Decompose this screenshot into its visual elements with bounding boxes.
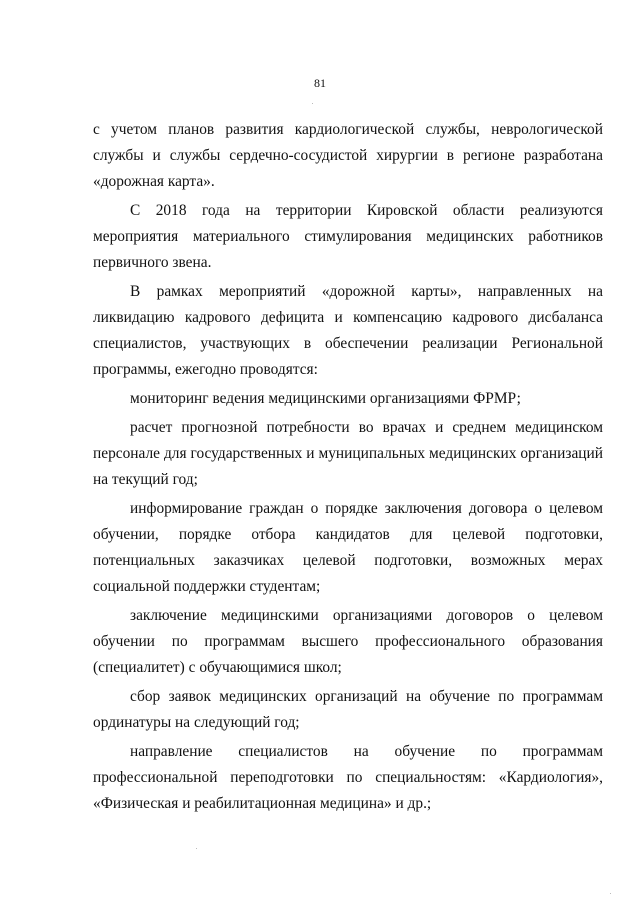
list-item-frmr-monitoring: мониторинг ведения медицинскими организациями ФРМР;	[130, 390, 521, 407]
list-item-targeted-contracts: заключение медицинскими организациями договоров о целевом обучении по программам высшего профессионального образования (специалитет) с обучающимися школ;	[93, 607, 603, 676]
paragraph-road-map-context: с учетом планов развития кардиологической службы, неврологической службы и службы сердечно-сосудистой хирургии в регионе разработана «дорожная карта».	[93, 121, 603, 190]
paragraph-annual-measures-intro: В рамках мероприятий «дорожной карты», направленных на ликвидацию кадрового дефицита и компенсацию кадрового дисбаланса специалистов, участвующих в обеспечении реализации Региональной программы, ежегодно проводятся:	[93, 283, 603, 378]
scan-speck	[312, 103, 313, 104]
list-item-retraining-referral: направление специалистов на обучение по программам профессиональной переподготовки по специальностям: «Кардиология», «Физическая и реабилитационная медицина» и др.;	[93, 743, 603, 812]
document-body	[93, 117, 603, 820]
list-item-residency-applications: сбор заявок медицинских организаций на обучение по программам ординатуры на следующий год;	[93, 688, 603, 731]
list-item-targeted-training-info: информирование граждан о порядке заключения договора о целевом обучении, порядке отбора кандидатов для целевой подготовки, потенциальных заказчиках целевой подготовки, возможных мерах социальной поддержки студентам;	[93, 500, 603, 595]
list-item-demand-forecast: расчет прогнозной потребности во врачах и среднем медицинском персонале для государственных и муниципальных медицинских организаций на текущий год;	[93, 419, 603, 488]
scan-speck	[196, 848, 197, 849]
page-number: 81	[314, 76, 326, 90]
paragraph-incentives-2018: С 2018 года на территории Кировской области реализуются мероприятия материального стимулирования медицинских работников первичного звена.	[93, 202, 603, 271]
scan-speck	[610, 893, 611, 894]
